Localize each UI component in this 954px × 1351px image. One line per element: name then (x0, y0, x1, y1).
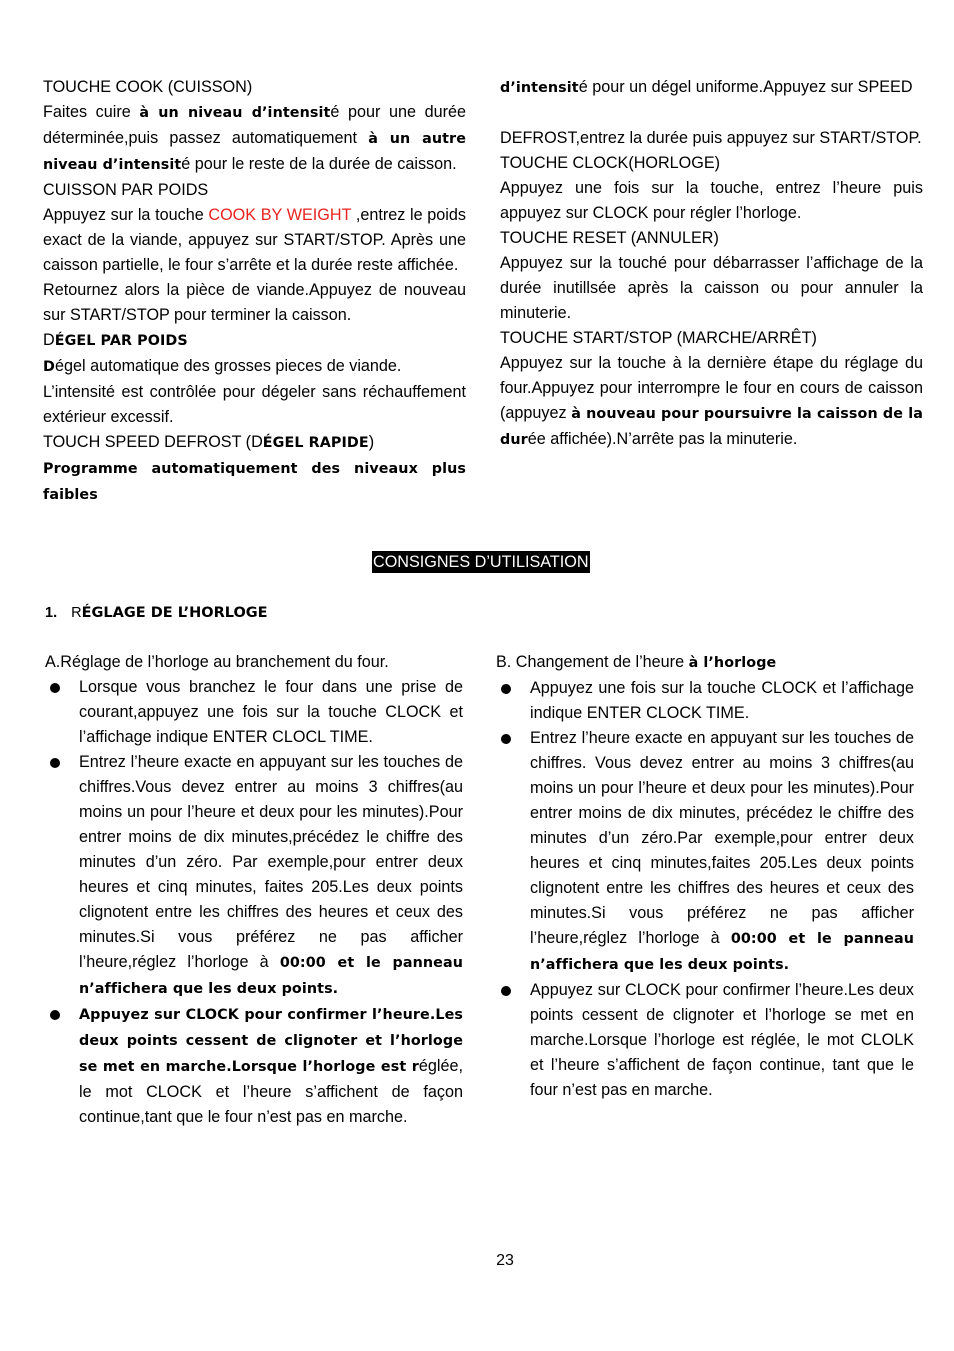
instructions-heading: CONSIGNES D’UTILISATION (373, 553, 589, 571)
page-number: 23 (496, 1252, 514, 1269)
cook-text-1: Faites cuire (43, 103, 140, 121)
weight-heading: CUISSON PAR POIDS (43, 181, 209, 199)
reset-paragraph: Appuyez sur la touché pour débarrasser l’affichage de la durée inutillsée après la caisson ou pour annuler la minuterie. (500, 254, 923, 322)
weight-paragraph-2: Retournez alors la pièce de viande.Appuyez de nouveau sur START/STOP pour terminer la caisson. (43, 281, 466, 324)
list-item (45, 750, 463, 1002)
bullet-icon (50, 683, 60, 693)
list-item-text: Entrez l’heure exacte en appuyant sur les touches de chiffres.Vous devez entrer au moins 3 chiffres(au moins un pour l’heure et deux pour les minutes).Pour entrer moins de dix minutes,précédez le chiffre des minutes d’un zéro. Par exemple,pour entrer deux heures et cinq minutes, faites 205.Les deux points clignotent entre les chiffres des heures et ceux des minutes.Si vous préférez ne pas afficher l’heure,réglez l’horloge à (79, 753, 463, 971)
list-item-text: églée, le mot CLOCK et l’heure s’affichent de façon continue,tant que le four n’est pas en marche. (79, 1057, 463, 1126)
speed-heading-b: ÉGEL RAPIDE (262, 435, 369, 451)
bullet-icon (501, 986, 511, 996)
spacer (500, 101, 923, 126)
list-item-text: Appuyez une fois sur la touche CLOCK et l’affichage indique ENTER CLOCK TIME. (530, 679, 914, 722)
cook-text-1-bold: à un niveau d’intensit (139, 105, 331, 121)
degel-paragraph-2: L’intensité est contrôlée pour dégeler sans réchauffement extérieur excessif. (43, 383, 466, 426)
start-text-bold: à nouveau pour poursuivre la caisson de la dur (500, 406, 923, 448)
bullet-icon (50, 1010, 60, 1020)
list-item-text-bold: 00:00 et le panneau n’affichera que les deux points. (530, 931, 915, 973)
list-item (496, 676, 914, 726)
section-title-b: ÉGLAGE DE L’HORLOGE (81, 605, 268, 621)
section-title (45, 601, 268, 625)
start-text-2: ée affichée).N’arrête pas la minuterie. (527, 430, 798, 448)
list-item (45, 675, 463, 750)
list-item-text: Appuyez sur CLOCK pour confirmer l’heure.Les deux points cessent de clignoter et l’horloge se met en marche.Lorsque l’horloge est réglée, le mot CLOLK et l’heure s’affichent de façon continue, tant que le four n’est pas en marche. (530, 981, 914, 1099)
start-heading: TOUCHE START/STOP (MARCHE/ARRÊT) (500, 329, 817, 347)
cook-text-2-bold: à un autre niveau d’intensit (43, 131, 467, 173)
degel-paragraph-1 (43, 354, 466, 380)
speed-text-2: é pour un dégel uniforme.Appuyez sur SPEED (578, 78, 913, 96)
degel-heading-b: ÉGEL PAR POIDS (54, 333, 188, 349)
speed-heading-c: ) (368, 433, 375, 451)
degel-heading-a: D (43, 331, 55, 349)
clock-paragraph: Appuyez une fois sur la touche, entrez l’heure puis appuyez sur CLOCK pour régler l’horloge. (500, 179, 923, 222)
bullet-icon (501, 684, 511, 694)
cook-paragraph (43, 100, 466, 178)
degel-text: égel automatique des grosses pieces de viande. (54, 357, 402, 375)
speed-paragraph-1 (43, 456, 466, 508)
list-item (496, 726, 914, 978)
sub-right-heading-text: B. Changement de l’heure (496, 653, 689, 671)
top-right-column (500, 75, 923, 453)
clock-change-list (496, 676, 914, 1103)
speed-text-2-bold: d’intensit (500, 80, 579, 96)
clock-change-column (496, 650, 914, 1103)
weight-paragraph (43, 203, 466, 278)
bullet-icon (501, 734, 511, 744)
list-item-text-bold: 00:00 et le panneau n’affichera que les deux points. (79, 955, 464, 997)
top-left-column (43, 75, 466, 508)
weight-text-1: Appuyez sur la touche (43, 206, 209, 224)
clock-heading: TOUCHE CLOCK(HORLOGE) (500, 154, 721, 172)
clock-setup-list (45, 675, 463, 1130)
speed-heading-a: TOUCH SPEED DEFROST (D (43, 433, 263, 451)
sub-left-heading: A.Réglage de l’horloge au branchement du four. (45, 653, 389, 671)
cook-text-3: é pour le reste de la durée de caisson. (181, 155, 457, 173)
bullet-icon (50, 758, 60, 768)
section-number: 1. (45, 605, 58, 621)
start-text-1: Appuyez sur la touche à la dernière étape du réglage du four.Appuyez pour interrompre le four en cours de caisson (appuyez (500, 354, 923, 422)
speed-paragraph-2 (500, 75, 923, 101)
speed-heading (43, 430, 466, 456)
list-item-text-bold: Appuyez sur CLOCK pour confirmer l’heure.Les deux points cessent de clignoter et l’horloge se met en marche.Lorsque l’horloge est r (79, 1007, 463, 1075)
list-item-text: Lorsque vous branchez le four dans une prise de courant,appuyez une fois sur la touche CLOCK et l’affichage indique ENTER CLOCL TIME. (79, 678, 463, 746)
degel-heading (43, 328, 466, 354)
clock-setup-column (45, 650, 463, 1130)
list-item (45, 1002, 463, 1130)
sub-right-heading-bold: à l’horloge (688, 655, 777, 671)
start-paragraph (500, 351, 923, 453)
speed-text-bold: Programme automatiquement des niveaux plus faibles (43, 461, 466, 503)
cook-heading: TOUCHE COOK (CUISSON) (43, 78, 253, 96)
list-item-text: Entrez l’heure exacte en appuyant sur les touches de chiffres. Vous devez entrer au moins 3 chiffres(au moins un pour l’heure et deux pour les minutes).Pour entrer moins de dix minutes, précédez le chiffre des minutes d’un zéro.Par exemple,pour entrer deux heures et cinq minutes,faites 205.Les deux points clignotent entre les chiffres des heures et ceux des minutes.Si vous préférez ne pas afficher l’heure,réglez l’horloge à (530, 729, 914, 947)
cook-text-2: é pour une durée déterminée,puis passez automatiquement (43, 103, 466, 147)
sub-right-heading (496, 650, 914, 676)
reset-heading: TOUCHE RESET (ANNULER) (500, 229, 719, 247)
speed-paragraph-3: DEFROST,entrez la durée puis appuyez sur START/STOP. (500, 129, 922, 147)
cook-by-weight-label: COOK BY WEIGHT (208, 206, 352, 224)
degel-text-bold: D (43, 359, 55, 375)
weight-text-2: ,entrez le poids exact de la viande, appuyez sur START/STOP. Après une caisson partielle, le four s’arrête et la durée reste affichée. (43, 206, 466, 274)
list-item (496, 978, 914, 1103)
section-title-a: R (71, 605, 82, 621)
